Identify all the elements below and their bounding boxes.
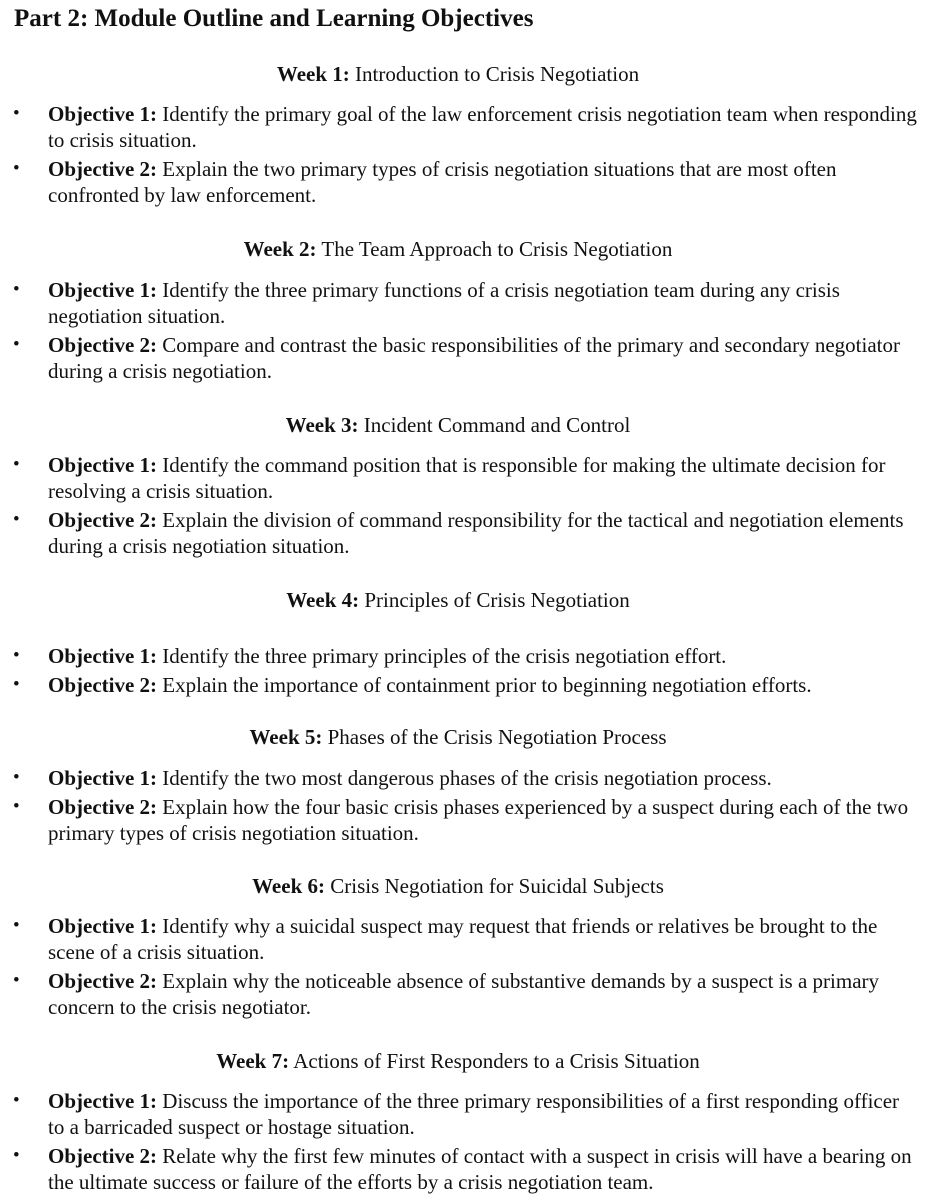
week-label: Week 5: xyxy=(249,725,323,749)
objective-label: Objective 2: xyxy=(48,969,158,993)
week-title: The Team Approach to Crisis Negotiation xyxy=(321,237,673,261)
bullet-icon: • xyxy=(13,796,20,817)
objective-label: Objective 1: xyxy=(48,278,158,302)
bullet-icon: • xyxy=(13,970,20,991)
bullet-icon: • xyxy=(13,279,20,300)
objective-item xyxy=(0,765,938,791)
objective-list-week-6 xyxy=(0,913,938,1023)
week-title: Phases of the Crisis Negotiation Process xyxy=(327,725,667,749)
week-title: Crisis Negotiation for Suicidal Subjects xyxy=(330,874,664,898)
week-label: Week 4: xyxy=(286,588,360,612)
week-title: Actions of First Responders to a Crisis Situation xyxy=(293,1049,700,1073)
objective-text: Explain the importance of containment prior to beginning negotiation efforts. xyxy=(162,673,812,697)
objective-label: Objective 1: xyxy=(48,1089,158,1113)
objective-item xyxy=(0,156,938,208)
objective-text: Explain the division of command responsibility for the tactical and negotiation elements during a crisis negotiation situation. xyxy=(48,508,904,558)
objective-item xyxy=(0,277,938,329)
week-label: Week 3: xyxy=(285,413,359,437)
week-label: Week 2: xyxy=(243,237,317,261)
objective-label: Objective 1: xyxy=(48,453,158,477)
bullet-icon: • xyxy=(13,645,20,666)
week-heading-1 xyxy=(0,61,916,87)
objective-label: Objective 1: xyxy=(48,914,158,938)
objective-list-week-7 xyxy=(0,1088,938,1198)
objective-list-week-4 xyxy=(0,643,938,701)
objective-item xyxy=(0,672,938,698)
week-label: Week 7: xyxy=(216,1049,290,1073)
bullet-icon: • xyxy=(13,334,20,355)
week-heading-5 xyxy=(0,724,916,750)
objective-label: Objective 2: xyxy=(48,795,158,819)
objective-text: Identify why a suicidal suspect may request that friends or relatives be brought to the scene of a crisis situation. xyxy=(48,914,878,964)
page-title: Part 2: Module Outline and Learning Objectives xyxy=(14,5,534,32)
bullet-icon: • xyxy=(13,1090,20,1111)
week-heading-6 xyxy=(0,873,916,899)
objective-item xyxy=(0,643,938,669)
week-label: Week 1: xyxy=(276,62,350,86)
objective-list-week-2 xyxy=(0,277,938,387)
bullet-icon: • xyxy=(13,103,20,124)
objective-text: Explain why the noticeable absence of substantive demands by a suspect is a primary concern to the crisis negotiator. xyxy=(48,969,880,1019)
objective-item xyxy=(0,452,938,504)
objective-text: Identify the command position that is responsible for making the ultimate decision for resolving a crisis situation. xyxy=(48,453,886,503)
objective-item xyxy=(0,1143,938,1195)
objective-text: Discuss the importance of the three primary responsibilities of a first responding officer to a barricaded suspect or hostage situation. xyxy=(48,1089,900,1139)
objective-item xyxy=(0,507,938,559)
objective-label: Objective 2: xyxy=(48,508,158,532)
objective-item xyxy=(0,332,938,384)
objective-text: Identify the two most dangerous phases of the crisis negotiation process. xyxy=(162,766,772,790)
week-heading-3 xyxy=(0,412,916,438)
objective-list-week-5 xyxy=(0,765,938,849)
objective-label: Objective 1: xyxy=(48,102,158,126)
objective-label: Objective 2: xyxy=(48,157,158,181)
objective-label: Objective 2: xyxy=(48,673,158,697)
objective-text: Relate why the first few minutes of contact with a suspect in crisis will have a bearing on the ultimate success or failure of the efforts by a crisis negotiation team. xyxy=(48,1144,912,1194)
week-heading-2 xyxy=(0,236,916,262)
bullet-icon: • xyxy=(13,454,20,475)
objective-text: Compare and contrast the basic responsibilities of the primary and secondary negotiator during a crisis negotiation. xyxy=(48,333,900,383)
objective-item xyxy=(0,794,938,846)
objective-label: Objective 2: xyxy=(48,333,158,357)
objective-text: Identify the primary goal of the law enforcement crisis negotiation team when responding to crisis situation. xyxy=(48,102,917,152)
week-title: Principles of Crisis Negotiation xyxy=(364,588,630,612)
bullet-icon: • xyxy=(13,1145,20,1166)
objective-label: Objective 2: xyxy=(48,1144,158,1168)
objective-list-week-3 xyxy=(0,452,938,562)
objective-label: Objective 1: xyxy=(48,644,158,668)
objective-text: Explain how the four basic crisis phases experienced by a suspect during each of the two primary types of crisis negotiation situation. xyxy=(48,795,909,845)
objective-text: Explain the two primary types of crisis negotiation situations that are most often confronted by law enforcement. xyxy=(48,157,837,207)
bullet-icon: • xyxy=(13,509,20,530)
week-heading-7 xyxy=(0,1048,916,1074)
week-heading-4 xyxy=(0,587,916,613)
objective-list-week-1 xyxy=(0,101,938,211)
objective-item xyxy=(0,101,938,153)
bullet-icon: • xyxy=(13,158,20,179)
bullet-icon: • xyxy=(13,767,20,788)
objective-label: Objective 1: xyxy=(48,766,158,790)
objective-item xyxy=(0,1088,938,1140)
bullet-icon: • xyxy=(13,915,20,936)
week-title: Incident Command and Control xyxy=(363,413,631,437)
objective-text: Identify the three primary principles of the crisis negotiation effort. xyxy=(162,644,727,668)
bullet-icon: • xyxy=(13,674,20,695)
objective-item xyxy=(0,968,938,1020)
week-title: Introduction to Crisis Negotiation xyxy=(355,62,640,86)
objective-text: Identify the three primary functions of a crisis negotiation team during any crisis negotiation situation. xyxy=(48,278,840,328)
objective-item xyxy=(0,913,938,965)
week-label: Week 6: xyxy=(252,874,325,898)
